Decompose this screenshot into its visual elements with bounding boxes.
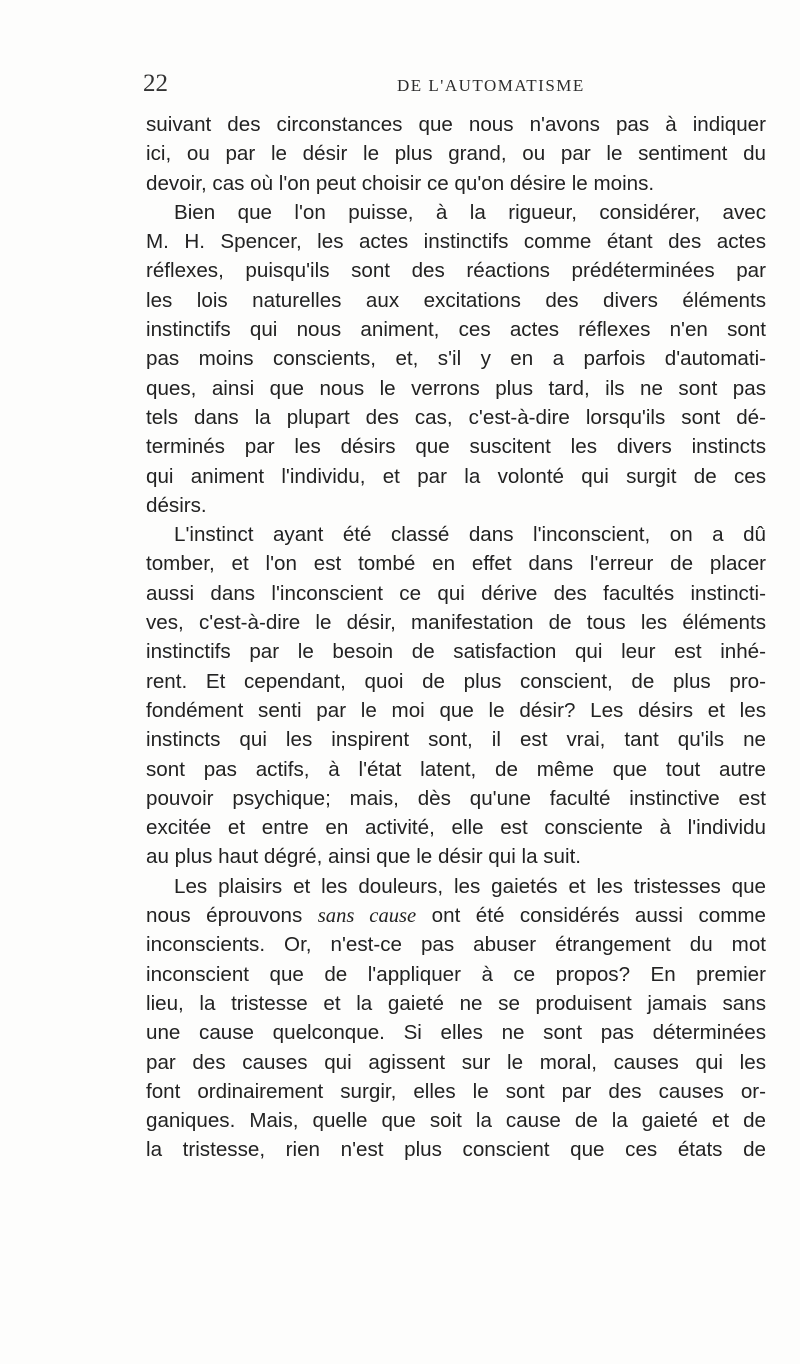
text-line: Bien que l'on puisse, à la rigueur, considérer, avec <box>174 200 766 224</box>
text-line <box>146 901 766 930</box>
text-line: ganiques. Mais, quelle que soit la cause de la gaieté et de <box>146 1109 766 1133</box>
text-line: la tristesse, rien n'est plus conscient que ces états de <box>146 1138 766 1162</box>
text-line: au plus haut dégré, ainsi que le désir qui la suit. <box>146 845 582 869</box>
page-header <box>0 68 800 104</box>
text-line: pas moins conscients, et, s'il y en a parfois d'automati- <box>146 347 766 371</box>
text-line: font ordinairement surgir, elles le sont par des causes or- <box>146 1079 766 1103</box>
text-line: tels dans la plupart des cas, c'est-à-dire lorsqu'ils sont dé- <box>146 405 766 429</box>
text-line: suivant des circonstances que nous n'avons pas à indiquer <box>146 113 766 136</box>
text-line: M. H. Spencer, les actes instinctifs comme étant des actes <box>146 230 766 254</box>
text-line: qui animent l'individu, et par la volonté qui surgit de ces <box>146 464 766 488</box>
text-line: pouvoir psychique; mais, dès qu'une faculté instinctive est <box>146 786 766 810</box>
text-line: instincts qui les inspirent sont, il est vrai, tant qu'ils ne <box>146 728 766 752</box>
text-fragment: nous éprouvons <box>146 904 318 928</box>
text-line: lieu, la tristesse et la gaieté ne se produisent jamais sans <box>146 991 766 1015</box>
text-line: L'instinct ayant été classé dans l'inconscient, on a dû <box>174 523 766 547</box>
running-title: DE L'AUTOMATISME <box>397 76 585 95</box>
text-line: rent. Et cependant, quoi de plus conscient, de plus pro- <box>146 669 766 693</box>
text-line: une cause quelconque. Si elles ne sont pas déterminées <box>146 1021 766 1045</box>
page-number: 22 <box>143 70 168 97</box>
text-line: désirs. <box>146 493 207 517</box>
text-line: fondément senti par le moi que le désir? Les désirs et les <box>146 698 766 722</box>
text-line: terminés par les désirs que suscitent les divers instincts <box>146 435 766 459</box>
text-line: sont pas actifs, à l'état latent, de même que tout autre <box>146 757 766 781</box>
text-line: excitée et entre en activité, elle est consciente à l'individu <box>146 816 766 840</box>
text-line: par des causes qui agissent sur le moral, causes qui les <box>146 1050 766 1074</box>
text-line: les lois naturelles aux excitations des divers éléments <box>146 288 766 312</box>
text-line: ves, c'est-à-dire le désir, manifestation de tous les éléments <box>146 611 766 635</box>
text-line: devoir, cas où l'on peut choisir ce qu'on désire le moins. <box>146 171 655 195</box>
text-line: ques, ainsi que nous le verrons plus tard, ils ne sont pas <box>146 376 766 400</box>
text-fragment: ont été considérés aussi comme <box>416 904 766 928</box>
italic-phrase: sans cause <box>317 905 417 928</box>
text-line: inconscient que de l'appliquer à ce propos? En premier <box>146 962 766 986</box>
text-line: aussi dans l'inconscient ce qui dérive des facultés instincti- <box>146 581 766 605</box>
text-line: ici, ou par le désir le plus grand, ou par le sentiment du <box>146 142 766 166</box>
text-line: instinctifs par le besoin de satisfaction qui leur est inhé- <box>146 640 766 664</box>
body-text <box>146 110 766 1165</box>
text-line: instinctifs qui nous animent, ces actes réflexes n'en sont <box>146 318 766 342</box>
text-line: Les plaisirs et les douleurs, les gaietés et les tristesses que <box>174 874 766 898</box>
text-line: tomber, et l'on est tombé en effet dans l'erreur de placer <box>146 552 766 576</box>
text-line: inconscients. Or, n'est-ce pas abuser étrangement du mot <box>146 933 766 957</box>
text-line: réflexes, puisqu'ils sont des réactions prédéterminées par <box>146 259 766 283</box>
